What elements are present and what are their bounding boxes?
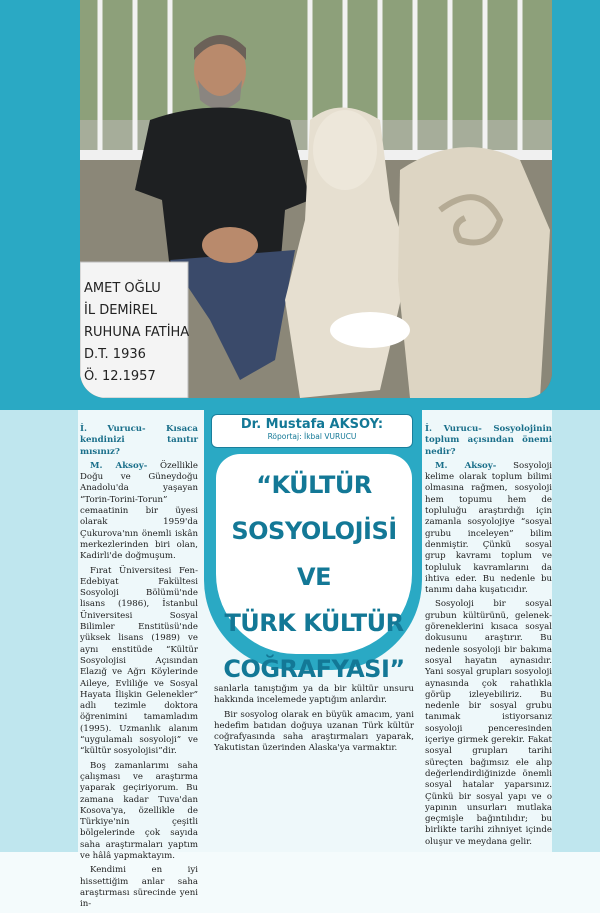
answer-label: M. Aksoy-: [90, 460, 148, 471]
author-box: [211, 414, 413, 448]
paragraph: Kendimi en iyi hissettiğim anlar saha araştırması sürecinde yeni in-: [80, 865, 198, 910]
article-title: [216, 462, 412, 692]
answer-paragraph: [425, 461, 552, 597]
photo-illustration: [80, 0, 552, 398]
paragraph-text: Sosyoloji kelime olarak toplum bilimi olmasına rağmen, sosyoloji hem topumu hem de topluluğu araştırdığı için zamanla sosyolojiye “sosyal grubu inceleyen” bilim denmiştir. Çünkü sosyal grup kavramı toplum ve topluluk kavramlarını da ihtiva eder. Bu nedenle bu tanımı daha kuşatıcıdır.: [425, 460, 553, 596]
gravestone-text: RUHUNA FATİHA: [84, 325, 190, 340]
author-name: Dr. Mustafa AKSOY:: [240, 417, 384, 432]
interview-question: İ. Vurucu- Kısaca kendinizi tanıtır mısınız?: [80, 424, 198, 457]
gravestone-text: Ö. 12.1957: [84, 369, 156, 384]
title-line: SOSYOLOJİSİ VE: [231, 517, 397, 591]
gravestone-text: İL DEMİREL: [84, 303, 157, 318]
right-margin-strip: [552, 410, 600, 852]
right-text-column: [425, 424, 552, 851]
interview-photo: [80, 0, 552, 398]
middle-text-column: [214, 684, 414, 758]
paragraph: Boş zamanlarımı saha çalışması ve araştırma yaparak geçiriyorum. Bu zamana kadar Tuva'dan Kosova'ya, özellikle de Türkiye'nin çeşitli bölgelerinde çok sayıda saha araştırmaları yaptım ve hâlâ yapmaktayım.: [80, 760, 198, 861]
paragraph: Sosyoloji bir sosyal grubun kültürünü, gelenek-göreneklerini kısaca sosyal dokusunu araştırır. Bu nedenle sosyoloji bir bakıma sosyal hayatın aynasıdır. Yani sosyal grupları sosyoloji aynasında çok rahatlıkla görüp izleyebiliriz. Bu nedenle bir sosyal grubu tanımak istiyorsanız sosyoloji penceresinden içeriye girmek gerekir. Fakat sosyal grupları tarihi süreçten bağımsız ele alıp değerlendirdiğinizde önemli sosyal hatalar yaparsınız. Çünkü bir sosyal yapı ve o yapının unsurları mutlaka geçmişle bağıntılıdır; bu birlikte tarihi zihniyet içinde oluşur ve meydana gelir.: [425, 599, 552, 847]
paragraph-text: Özellikle Doğu ve Güneydoğu Anadolu'da yaşayan “Torin-Torini-Torun” cemaatinin bir üyesi olarak 1959'da Çukurova'nın önemli iskân merkezlerinden biri olan, Kadirli'de doğmuşum.: [80, 460, 198, 562]
paragraph: Bir sosyolog olarak en büyük amacım, yani hedefim batıdan doğuya uzanan Türk kültür coğrafyasında saha araştırmaları yaparak, Yakutistan üzerinden Alaska'ya varmaktır.: [214, 709, 414, 754]
left-text-column: [80, 424, 198, 913]
title-line: “KÜLTÜR: [256, 471, 372, 499]
title-line: COĞRAFYASI”: [223, 655, 405, 683]
left-margin-strip: [0, 410, 78, 852]
gravestone-text: D.T. 1936: [84, 347, 146, 362]
interviewer-credit: Röportaj: İkbal VURUCU: [267, 432, 357, 441]
gravestone-text: AMET OĞLU: [84, 281, 161, 296]
answer-paragraph: [80, 461, 198, 563]
paragraph: Fırat Üniversitesi Fen-Edebiyat Fakültesi Sosyoloji Bölümü'nde lisans (1986), İstanbul Üniversitesi Sosyal Bilimler Enstitüsü'nde yüksek lisans (1989) ve aynı enstitüde “Kültür Sosyolojisi Açısından Elazığ ve Ağrı Köylerinde Aileye, Evliliğe ve Sosyal Hayata İlişkin Gelenekler” adlı tezimle doktora öğrenimini tamamladım (1995). Uzmanlık alanım “uygulamalı sosyoloji” ve “kültür sosyolojisi”dir.: [80, 565, 198, 757]
interview-question: İ. Vurucu- Sosyolojinin toplum açısından önemi nedir?: [425, 424, 552, 457]
answer-label: M. Aksoy-: [435, 460, 497, 471]
paragraph: sanlarla tanıştığım ya da bir kültür unsuru hakkında incelemede yaptığım anlardır.: [214, 684, 414, 706]
title-line: TÜRK KÜLTÜR: [224, 609, 404, 637]
